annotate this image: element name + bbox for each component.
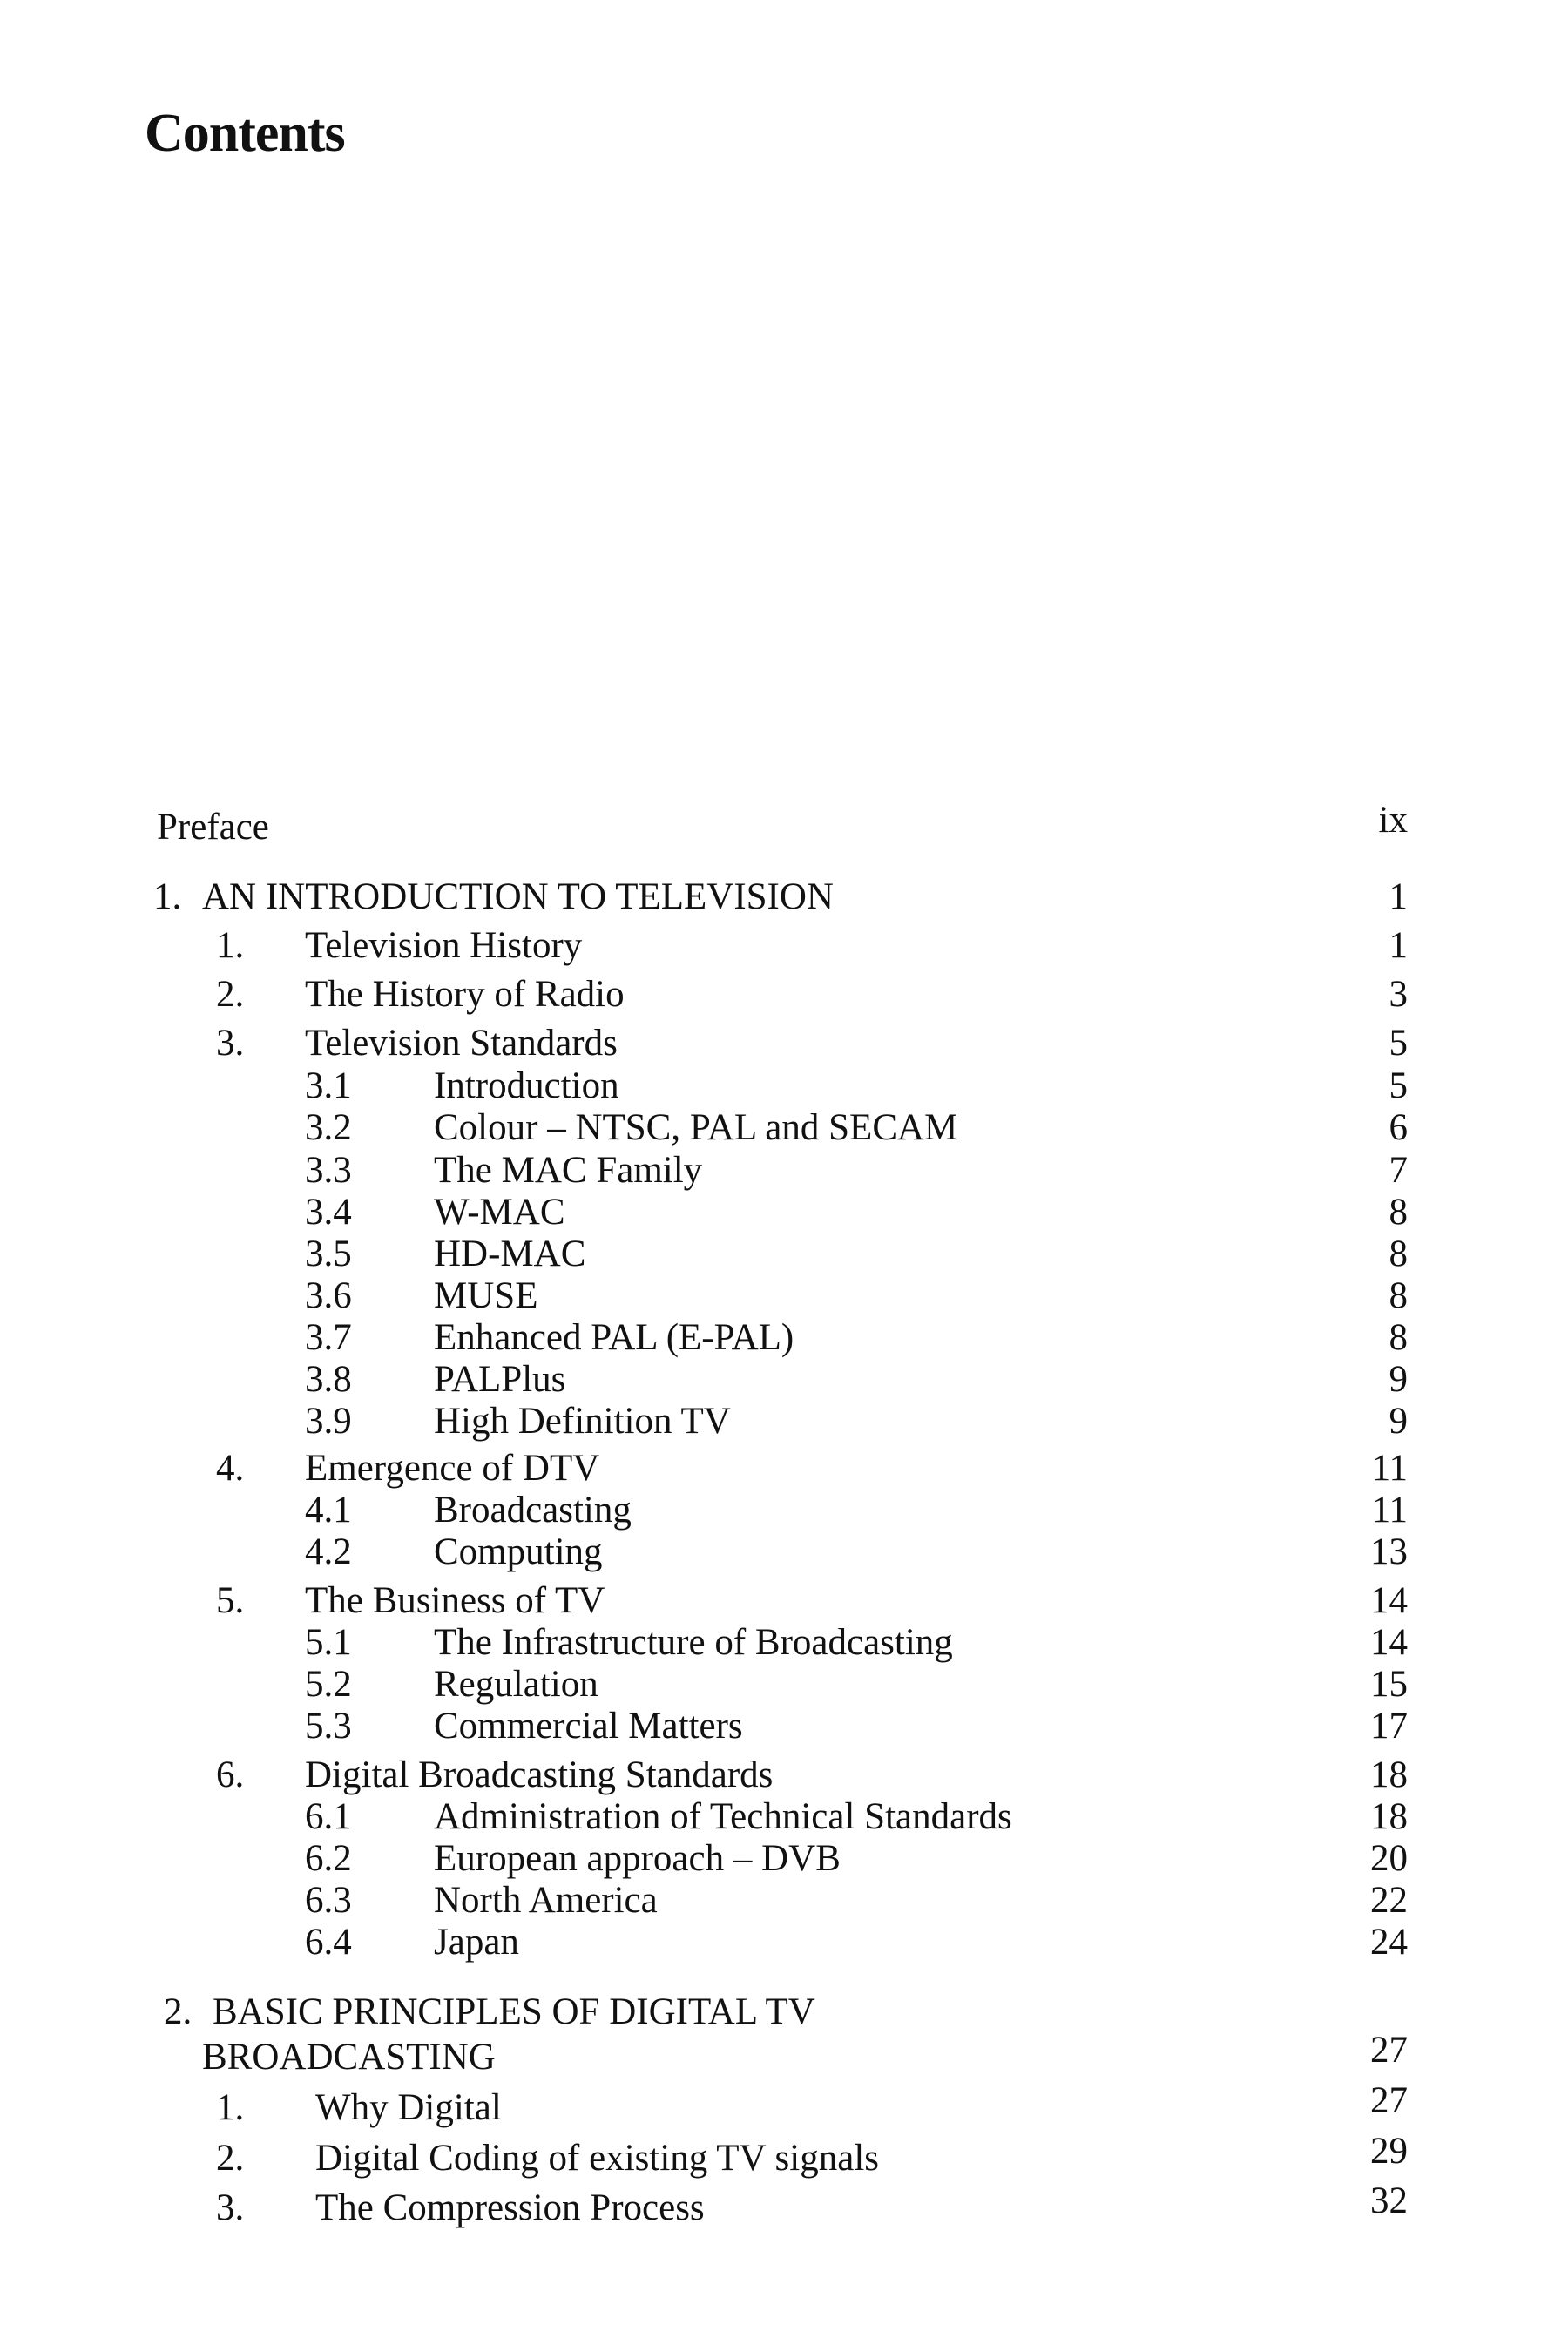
toc-subsection[interactable] — [0, 1916, 1568, 1969]
toc-chapter-title-line1: BASIC PRINCIPLES OF DIGITAL TV — [213, 1991, 815, 2032]
toc-subsection-page: 9 — [1389, 1401, 1408, 1442]
toc-subsection-page: 8 — [1389, 1192, 1408, 1233]
toc-subsection-number: 4.2 — [305, 1531, 352, 1572]
toc-subsection-title: Commercial Matters — [434, 1706, 743, 1747]
toc-subsection-page: 24 — [1370, 1922, 1408, 1963]
toc-section[interactable] — [0, 969, 1568, 1021]
toc-subsection-number: 4.1 — [305, 1490, 352, 1531]
toc-section-title: Television History — [305, 925, 583, 966]
toc-section-number: 2. — [216, 974, 245, 1015]
toc-section-page: 5 — [1389, 1023, 1408, 1064]
toc-section[interactable] — [0, 2182, 1568, 2234]
toc-subsection-number: 6.3 — [305, 1880, 352, 1921]
toc-subsection-title: Enhanced PAL (E-PAL) — [434, 1317, 794, 1358]
toc-subsection[interactable] — [0, 1700, 1568, 1753]
toc-section-number: 3. — [216, 2187, 245, 2228]
toc-subsection-number: 3.9 — [305, 1401, 352, 1442]
toc-subsection-page: 6 — [1389, 1107, 1408, 1148]
toc-section-page: 18 — [1370, 1754, 1408, 1795]
toc-section-number: 2. — [216, 2138, 245, 2179]
toc-section-number: 6. — [216, 1754, 245, 1795]
toc-chapter-number: 1. — [153, 876, 182, 917]
toc-subsection-page: 15 — [1370, 1664, 1408, 1705]
toc-subsection-number: 3.8 — [305, 1359, 352, 1400]
toc-section[interactable] — [0, 2082, 1568, 2134]
toc-subsection-title: Regulation — [434, 1664, 598, 1705]
toc-chapter-title: AN INTRODUCTION TO TELEVISION — [202, 876, 834, 917]
toc-section-page: 29 — [1370, 2131, 1408, 2172]
toc-section-title: The History of Radio — [305, 974, 625, 1015]
toc-section-title: Television Standards — [305, 1023, 618, 1064]
toc-subsection-number: 3.6 — [305, 1275, 352, 1316]
toc-chapter-page: 1 — [1389, 876, 1408, 917]
toc-section-page: 27 — [1370, 2080, 1408, 2121]
toc-section-title: The Business of TV — [305, 1580, 605, 1621]
toc-subsection-page: 22 — [1370, 1880, 1408, 1921]
toc-subsection-page: 13 — [1370, 1531, 1408, 1572]
toc-section-page: 14 — [1370, 1580, 1408, 1621]
toc-section-page: 11 — [1371, 1448, 1408, 1489]
toc-subsection-title: Introduction — [434, 1065, 619, 1106]
toc-chapter-number: 2. — [164, 1991, 193, 2032]
toc-subsection-page: 20 — [1370, 1838, 1408, 1879]
toc-subsection-number: 3.2 — [305, 1107, 352, 1148]
toc-entry-title: Preface — [157, 807, 269, 848]
toc-section-number: 5. — [216, 1580, 245, 1621]
page-title: Contents — [145, 104, 345, 163]
toc-subsection-title: The Infrastructure of Broadcasting — [434, 1622, 953, 1663]
toc-subsection-page: 17 — [1370, 1706, 1408, 1747]
toc-chapter-page: 27 — [1370, 2030, 1408, 2071]
toc-chapter[interactable] — [0, 871, 1568, 923]
toc-subsection-number: 6.1 — [305, 1796, 352, 1837]
toc-subsection-title: Broadcasting — [434, 1490, 632, 1531]
toc-section-title: Why Digital — [315, 2087, 502, 2128]
toc-subsection-number: 3.4 — [305, 1192, 352, 1233]
toc-subsection-number: 3.3 — [305, 1150, 352, 1191]
toc-subsection-number: 3.1 — [305, 1065, 352, 1106]
toc-subsection-page: 9 — [1389, 1359, 1408, 1400]
toc-section-number: 1. — [216, 2087, 245, 2128]
toc-chapter-title-line2: BROADCASTING — [202, 2037, 496, 2078]
toc-subsection-title: PALPlus — [434, 1359, 566, 1400]
toc-subsection-number: 6.2 — [305, 1838, 352, 1879]
toc-subsection-number: 3.5 — [305, 1233, 352, 1274]
toc-subsection-page: 8 — [1389, 1275, 1408, 1316]
toc-section-title: Digital Coding of existing TV signals — [315, 2138, 879, 2179]
toc-subsection-number: 6.4 — [305, 1922, 352, 1963]
toc-section-title: Emergence of DTV — [305, 1448, 600, 1489]
toc-subsection-title: European approach – DVB — [434, 1838, 841, 1879]
toc-entry-page: ix — [1378, 800, 1408, 841]
toc-section-title: The Compression Process — [315, 2187, 705, 2228]
toc-chapter-cont[interactable] — [0, 2031, 1568, 2084]
toc-subsection[interactable] — [0, 1526, 1568, 1578]
toc-subsection-page: 7 — [1389, 1150, 1408, 1191]
toc-subsection-title: MUSE — [434, 1275, 538, 1316]
toc-section-page: 32 — [1370, 2180, 1408, 2221]
toc-subsection-title: Japan — [434, 1922, 519, 1963]
toc-subsection-title: High Definition TV — [434, 1401, 731, 1442]
toc-subsection-page: 8 — [1389, 1233, 1408, 1274]
toc-subsection-page: 18 — [1370, 1796, 1408, 1837]
toc-subsection-page: 5 — [1389, 1065, 1408, 1106]
toc-subsection-page: 11 — [1371, 1490, 1408, 1531]
toc-section-number: 1. — [216, 925, 245, 966]
toc-subsection-number: 5.2 — [305, 1664, 352, 1705]
toc-chapter[interactable] — [0, 1986, 1568, 2038]
toc-section-page: 3 — [1389, 974, 1408, 1015]
toc-subsection-title: North America — [434, 1880, 658, 1921]
toc-section-page: 1 — [1389, 925, 1408, 966]
toc-section[interactable] — [0, 920, 1568, 972]
toc-subsection-page: 14 — [1370, 1622, 1408, 1663]
toc-section-number: 3. — [216, 1023, 245, 1064]
toc-subsection-title: W-MAC — [434, 1192, 565, 1233]
toc-subsection-number: 5.3 — [305, 1706, 352, 1747]
toc-subsection-number: 3.7 — [305, 1317, 352, 1358]
toc-subsection-number: 5.1 — [305, 1622, 352, 1663]
toc-entry-preface[interactable] — [0, 801, 1568, 854]
toc-subsection[interactable] — [0, 1396, 1568, 1448]
toc-subsection-page: 8 — [1389, 1317, 1408, 1358]
toc-subsection-title: The MAC Family — [434, 1150, 703, 1191]
toc-subsection-title: Colour – NTSC, PAL and SECAM — [434, 1107, 958, 1148]
toc-section-number: 4. — [216, 1448, 245, 1489]
toc-subsection-title: Computing — [434, 1531, 603, 1572]
toc-section-title: Digital Broadcasting Standards — [305, 1754, 774, 1795]
toc-subsection-title: HD-MAC — [434, 1233, 586, 1274]
toc-section[interactable] — [0, 2132, 1568, 2185]
toc-subsection-title: Administration of Technical Standards — [434, 1796, 1012, 1837]
